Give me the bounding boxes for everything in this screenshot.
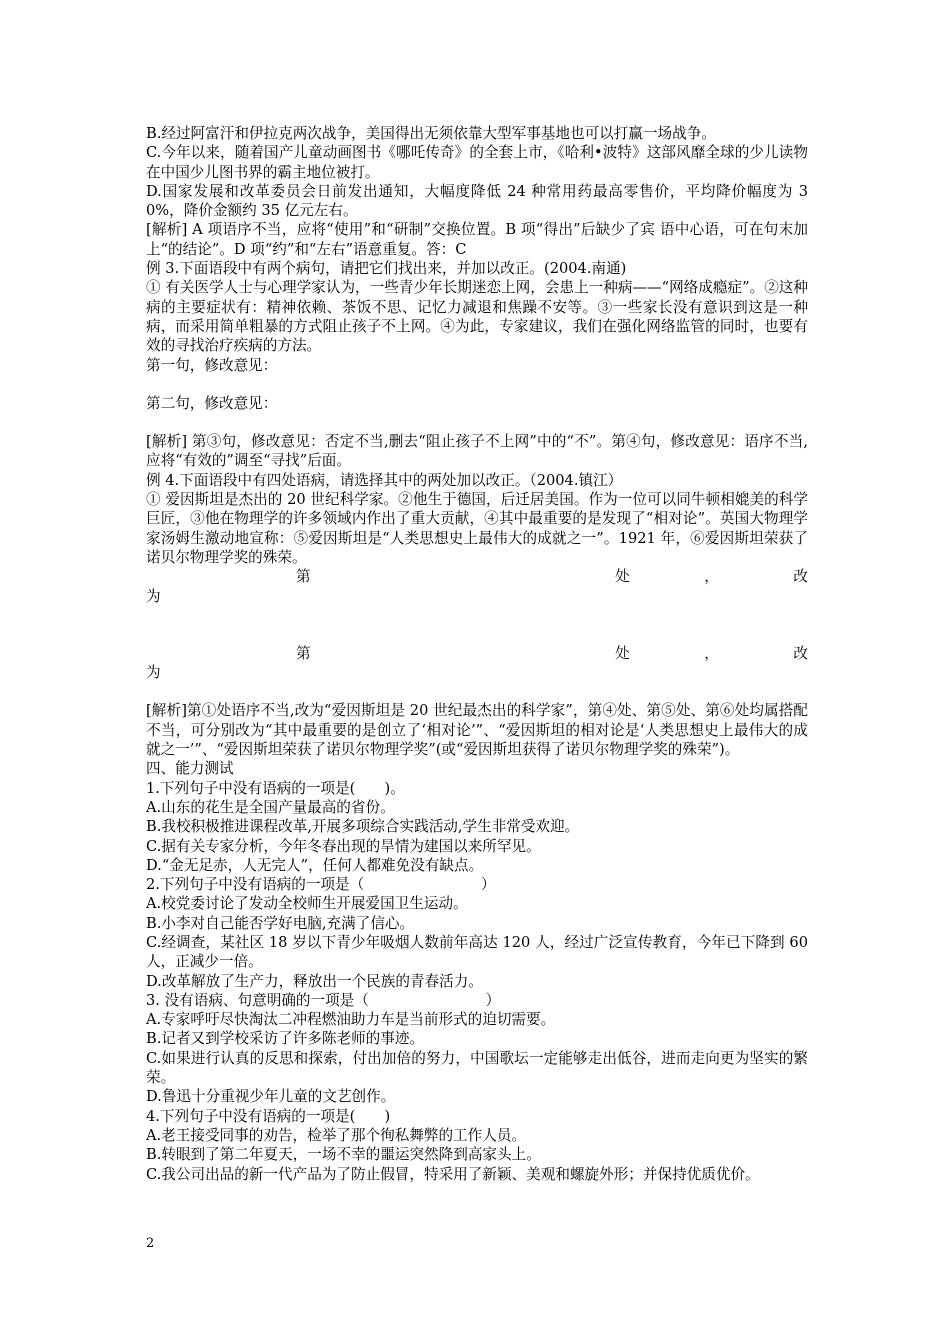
fill-blank-wei: 为	[146, 587, 161, 605]
question-1-option-c: C.据有关专家分析，今年冬春出现的旱情为建国以来所罕见。	[146, 837, 541, 855]
example-4-passage: ① 爱因斯坦是杰出的 20 世纪科学家。②他生于德国，后迁居美国。作为一位可以同牛顿相媲美的科学巨匠，③他在物理学的许多领域内作出了重大贡献，④其中最重要的是发现了“相对论”。英国大物理学家汤姆生激动地宣称：⑤爱因斯坦是“人类思想史上最伟大的成就之一”。1921 年，⑥爱因斯坦荣获了诺贝尔物理学奖的殊荣。	[146, 491, 808, 566]
question-4: 4.下列句子中没有语病的一项是( )	[146, 1107, 391, 1125]
question-3-option-d: D.鲁迅十分重视少年儿童的文艺创作。	[146, 1088, 396, 1106]
question-1-option-b: B.我校积极推进课程改革,开展多项综合实践活动,学生非常受欢迎。	[146, 818, 580, 836]
question-1: 1.下列句子中没有语病的一项是( )。	[146, 779, 405, 797]
analysis-example-2: [解析] A 项语序不当，应将“使用”和“研制”交换位置。B 项“得出”后缺少了宾 语中心语，可在句末加上“的结论”。D 项“约”和“左右”语意重复。答：C	[146, 221, 808, 258]
fill-blank-comma: ，	[704, 568, 719, 586]
question-3: 3. 没有语病、句意明确的一项是（ ）	[146, 991, 501, 1009]
question-3-option-a: A.专家呼吁尽快淘汰二冲程燃油助力车是当前形式的迫切需要。	[146, 1011, 556, 1029]
question-2-option-b: B.小李对自己能否学好电脑,充满了信心。	[146, 914, 415, 932]
question-4-option-c: C.我公司出品的新一代产品为了防止假冒，特采用了新颖、美观和螺旋外形；并保持优质优价。	[146, 1165, 760, 1183]
fill-blank-wei: 为	[146, 664, 161, 682]
fill-blank-line-2	[146, 644, 808, 663]
fill-blank-chu: 处	[615, 568, 630, 586]
example-3-passage: ① 有关医学人士与心理学家认为，一些青少年长期迷恋上网，会患上一种病——“网络成瘾症”。②这种病的主要症状有：精神依赖、茶饭不思、记忆力减退和焦躁不安等。③一些家长没有意识到这是一种病，而采用简单粗暴的方式阻止孩子不上网。④为此，专家建议，我们在强化网络监管的同时，也要有效的寻找治疗疾病的方法。	[146, 279, 808, 355]
fill-blank-di: 第	[296, 568, 311, 586]
page-number: 2	[146, 1236, 155, 1251]
question-4-option-a: A.老王接受同事的劝告，检举了那个徇私舞弊的工作人员。	[146, 1126, 527, 1144]
analysis-example-3: [解析] 第③句，修改意见：否定不当,删去“阻止孩子不上网”中的“不”。第④句，修改意见：语序不当,应将“有效的”调至“寻找”后面。	[146, 433, 808, 470]
question-4-option-b: B.转眼到了第二年夏天，一场不幸的噩运突然降到高家头上。	[146, 1146, 541, 1164]
question-2: 2.下列句子中没有语病的一项是（ ）	[146, 876, 496, 894]
fill-blank-gai: 改	[793, 644, 808, 662]
example-3-heading: 例 3.下面语段中有两个病句，请把它们找出来，并加以改正。(2004.南通)	[146, 260, 627, 278]
answer-space	[146, 413, 808, 432]
fill-blank-chu: 处	[615, 644, 630, 662]
question-2-option-d: D.改革解放了生产力，释放出一个民族的青春活力。	[146, 972, 483, 990]
document-body	[146, 124, 808, 1184]
fill-blank-di: 第	[296, 644, 311, 662]
question-2-option-c: C.经调查，某社区 18 岁以下青少年吸烟人数前年高达 120 人，经过广泛宣传教育，今年已下降到 60 人，正减少一倍。	[146, 933, 808, 971]
fill-blank-gai: 改	[793, 568, 808, 586]
section-heading: 四、能力测试	[146, 760, 234, 778]
answer-space	[146, 606, 808, 644]
first-sentence-prompt: 第一句，修改意见：	[146, 356, 278, 374]
answer-space	[146, 682, 808, 701]
question-2-option-a: A.校党委讨论了发动全校师生开展爱国卫生运动。	[146, 895, 468, 913]
option-c: C.今年以来，随着国产儿童动画图书《哪吒传奇》的全套上市，《哈利•波特》这部风靡全球的少儿读物在中国少儿图书界的霸主地位被打。	[146, 144, 808, 181]
option-d: D.国家发展和改革委员会日前发出通知，大幅度降低 24 种常用药最高零售价，平均降价幅度为 30%，降价金额约 35 亿元左右。	[146, 182, 808, 220]
fill-blank-comma: ，	[704, 644, 719, 662]
analysis-example-4: [解析]第①处语序不当,改为“爱因斯坦是 20 世纪最杰出的科学家”，第④处、第⑤处、第⑥处均属搭配不当，可分别改为“其中最重要的是创立了‘相对论’”、“爱因斯坦的相对论是‘人类思想史上最伟大的成就之一’”、“爱因斯坦荣获了诺贝尔物理学奖”(或“爱因斯坦获得了诺贝尔物理学奖的殊荣”)。	[146, 702, 808, 759]
question-1-option-d: D.“金无足赤，人无完人”，任何人都难免没有缺点。	[146, 856, 484, 874]
question-3-option-b: B.记者又到学校采访了许多陈老师的事迹。	[146, 1030, 425, 1048]
second-sentence-prompt: 第二句，修改意见：	[146, 394, 278, 412]
question-3-option-c: C.如果进行认真的反思和探索，付出加倍的努力，中国歌坛一定能够走出低谷，进而走向更为坚实的繁荣。	[146, 1049, 808, 1087]
question-1-option-a: A.山东的花生是全国产量最高的省份。	[146, 798, 395, 816]
example-4-heading: 例 4.下面语段中有四处语病，请选择其中的两处加以改正。（2004.镇江）	[146, 471, 623, 489]
option-b: B.经过阿富汗和伊拉克两次战争，美国得出无须依靠大型军事基地也可以打赢一场战争。	[146, 125, 716, 142]
fill-blank-line-1	[146, 567, 808, 586]
answer-space	[146, 375, 808, 394]
